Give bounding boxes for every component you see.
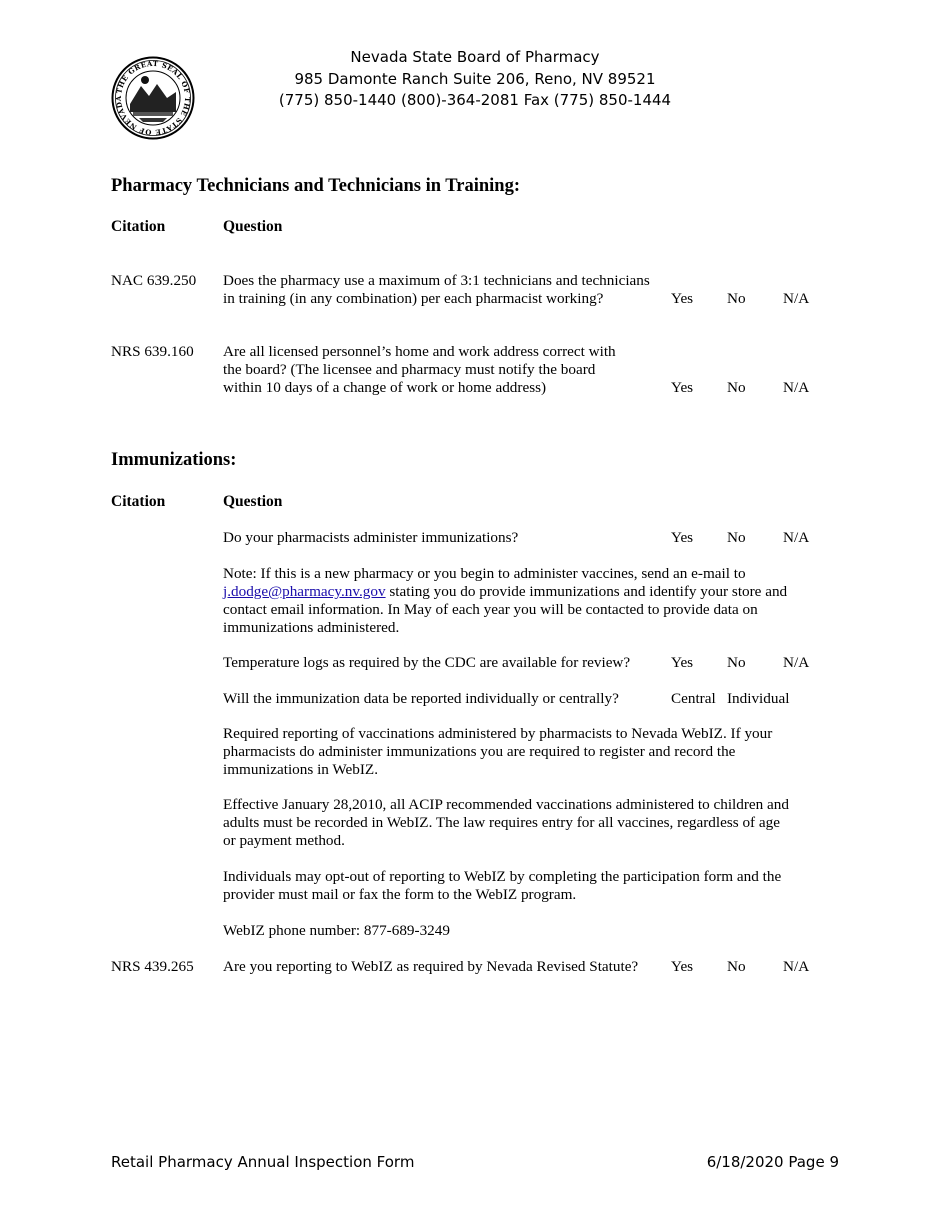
paragraph-line: provider must mail or fax the form to the WebIZ program. <box>223 886 577 903</box>
citation-header: Citation <box>111 493 166 510</box>
answer-na[interactable]: N/A <box>783 654 810 671</box>
email-link[interactable]: j.dodge@pharmacy.nv.gov <box>223 583 386 600</box>
paragraph-line: Required reporting of vaccinations administered by pharmacists to Nevada WebIZ. If your <box>223 725 773 742</box>
citation-header: Citation <box>111 218 166 235</box>
section-title-technicians: Pharmacy Technicians and Technicians in Training: <box>111 176 520 196</box>
section-title-immunizations: Immunizations: <box>111 450 237 470</box>
answer-no[interactable]: No <box>727 529 746 546</box>
answer-no[interactable]: No <box>727 379 746 396</box>
answer-yes[interactable]: Yes <box>671 958 694 975</box>
board-phone: (775) 850-1440 (800)-364-2081 Fax (775) 850-1444 <box>278 91 672 109</box>
letterhead <box>0 47 950 112</box>
question-webiz-reporting: Are you reporting to WebIZ as required by Nevada Revised Statute? <box>223 958 639 975</box>
answer-individual[interactable]: Individual <box>727 690 790 707</box>
seal-text: THE GREAT SEAL OF THE STATE OF NEVADA <box>113 58 193 138</box>
paragraph-line: immunizations in WebIZ. <box>223 761 378 778</box>
question-line: in training (in any combination) per each pharmacist working? <box>223 290 604 307</box>
note-line: contact email information. In May of each year you will be contacted to provide data on <box>223 601 758 618</box>
citation-nrs-439-265: NRS 439.265 <box>111 958 194 975</box>
question-technician-ratio <box>223 272 650 308</box>
paragraph-required-reporting <box>223 725 772 779</box>
board-name: Nevada State Board of Pharmacy <box>350 48 600 66</box>
question-line: within 10 days of a change of work or home address) <box>223 379 547 396</box>
citation-nrs-639-160: NRS 639.160 <box>111 343 194 360</box>
answer-no[interactable]: No <box>727 958 746 975</box>
question-header: Question <box>223 218 283 235</box>
answer-na[interactable]: N/A <box>783 290 810 307</box>
answer-yes[interactable]: Yes <box>671 654 694 671</box>
paragraph-line: Effective January 28,2010, all ACIP recommended vaccinations administered to children and <box>223 796 789 813</box>
footer-date-page: 6/18/2020 Page 9 <box>706 1153 839 1171</box>
answer-na[interactable]: N/A <box>783 958 810 975</box>
answer-central[interactable]: Central <box>671 690 716 707</box>
answer-no[interactable]: No <box>727 290 746 307</box>
answer-na[interactable]: N/A <box>783 379 810 396</box>
paragraph-opt-out <box>223 868 781 904</box>
question-reporting-method: Will the immunization data be reported individually or centrally? <box>223 690 619 707</box>
footer-form-title: Retail Pharmacy Annual Inspection Form <box>111 1153 415 1171</box>
note-new-pharmacy <box>223 565 787 637</box>
question-header: Question <box>223 493 283 510</box>
webiz-phone: WebIZ phone number: 877-689-3249 <box>223 922 450 939</box>
answer-yes[interactable]: Yes <box>671 379 694 396</box>
paragraph-line: pharmacists do administer immunizations you are required to register and record the <box>223 743 736 760</box>
board-address: 985 Damonte Ranch Suite 206, Reno, NV 89521 <box>294 69 656 88</box>
answer-no[interactable]: No <box>727 654 746 671</box>
citation-nac-639-250: NAC 639.250 <box>111 272 197 289</box>
question-administer-immunizations: Do your pharmacists administer immunizations? <box>223 529 519 546</box>
paragraph-line: Individuals may opt-out of reporting to WebIZ by completing the participation form and the <box>223 868 782 885</box>
question-line: Are all licensed personnel’s home and work address correct with <box>223 343 616 360</box>
answer-yes[interactable]: Yes <box>671 290 694 307</box>
note-line: Note: If this is a new pharmacy or you begin to administer vaccines, send an e-mail to <box>223 565 746 582</box>
note-line: immunizations administered. <box>223 619 400 636</box>
question-personnel-address <box>223 343 616 397</box>
paragraph-acip-effective <box>223 796 789 850</box>
question-line: Does the pharmacy use a maximum of 3:1 technicians and technicians <box>223 272 650 289</box>
note-line <box>223 583 787 601</box>
paragraph-line: adults must be recorded in WebIZ. The law requires entry for all vaccines, regardless of age <box>223 814 780 831</box>
paragraph-line: or payment method. <box>223 832 345 849</box>
answer-na[interactable]: N/A <box>783 529 810 546</box>
note-line-rest: stating you do provide immunizations and identify your store and <box>385 583 788 600</box>
question-temperature-logs: Temperature logs as required by the CDC are available for review? <box>223 654 631 671</box>
question-line: the board? (The licensee and pharmacy must notify the board <box>223 361 596 378</box>
answer-yes[interactable]: Yes <box>671 529 694 546</box>
